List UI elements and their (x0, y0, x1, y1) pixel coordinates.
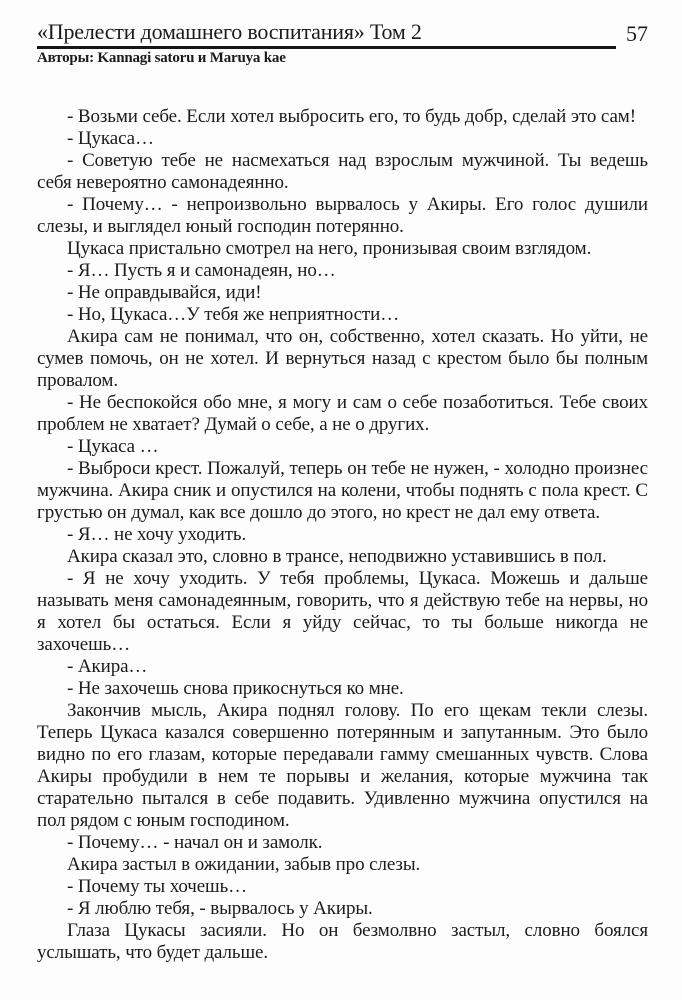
paragraph: Акира сказал это, словно в трансе, неподвижно уставившись в пол. (67, 546, 607, 567)
paragraph: - Я… Пусть я и самонадеян, но… (67, 260, 336, 281)
paragraph: - Выброси крест. Пожалуй, теперь он тебе не нужен, - холодно произнес мужчина. Акира сник и опустился на колени, чтобы поднять с пола крест. С грустью он думал, как все дошло до этого, но крест не дал ему ответа. (37, 458, 648, 523)
paragraph: Глаза Цукасы засияли. Но он безмолвно застыл, словно боялся услышать, что будет дальше. (37, 920, 648, 963)
paragraph: - Не беспокойся обо мне, я могу и сам о себе позаботиться. Тебе своих проблем не хватает? Думай о себе, а не о других. (37, 392, 648, 435)
title-underline-rule (37, 19, 616, 49)
paragraph: - Почему… - непроизвольно вырвалось у Акиры. Его голос душили слезы, и выглядел юный господин потерянно. (37, 194, 648, 237)
paragraph: - Я люблю тебя, - вырвалось у Акиры. (67, 898, 373, 919)
paragraph: - Возьми себе. Если хотел выбросить его, то будь добр, сделай это сам! (67, 106, 636, 127)
story-text (37, 106, 648, 964)
paragraph: - Не захочешь снова прикоснуться ко мне. (67, 678, 404, 699)
header-title-row (37, 19, 648, 49)
paragraph: - Почему ты хочешь… (67, 876, 248, 897)
paragraph: - Цукаса … (67, 436, 159, 457)
paragraph: - Акира… (67, 656, 148, 677)
paragraph: - Не оправдывайся, иди! (67, 282, 262, 303)
paragraph: Закончив мысль, Акира поднял голову. По его щекам текли слезы. Теперь Цукаса казался совершенно потерянным и запутанным. Это было видно по его глазам, которые передавали гамму смешанных чувств. Слова Акиры пробудили в нем те порывы и желания, которые мужчина так старательно пытался в себе подавить. Удивленно мужчина опустился на пол рядом с юным господином. (37, 700, 648, 831)
paragraph: - Цукаса… (67, 128, 154, 149)
authors-line: Авторы: Kannagi satoru и Maruya kae (37, 50, 286, 66)
paragraph: Акира застыл в ожидании, забыв про слезы. (67, 854, 421, 875)
paragraph: - Но, Цукаса…У тебя же неприятности… (67, 304, 400, 325)
page-title: «Прелести домашнего воспитания» Том 2 (37, 19, 422, 44)
paragraph: - Почему… - начал он и замолк. (67, 832, 323, 853)
paragraph: - Советую тебе не насмехаться над взрослым мужчиной. Ты ведешь себя невероятно самонадеянно. (37, 150, 648, 193)
paragraph: - Я… не хочу уходить. (67, 524, 247, 545)
page-header (37, 19, 648, 67)
page-number: 57 (626, 21, 648, 46)
paragraph: Акира сам не понимал, что он, собственно, хотел сказать. Но уйти, не сумев помочь, он не хотел. И вернуться назад с крестом было бы полным провалом. (37, 326, 648, 391)
paragraph: Цукаса пристально смотрел на него, пронизывая своим взглядом. (67, 238, 592, 259)
paragraph: - Я не хочу уходить. У тебя проблемы, Цукаса. Можешь и дальше называть меня самонадеянным, говорить, что я действую тебе на нервы, но я хотел бы остаться. Если я уйду сейчас, то ты больше никогда не захочешь… (37, 568, 648, 655)
